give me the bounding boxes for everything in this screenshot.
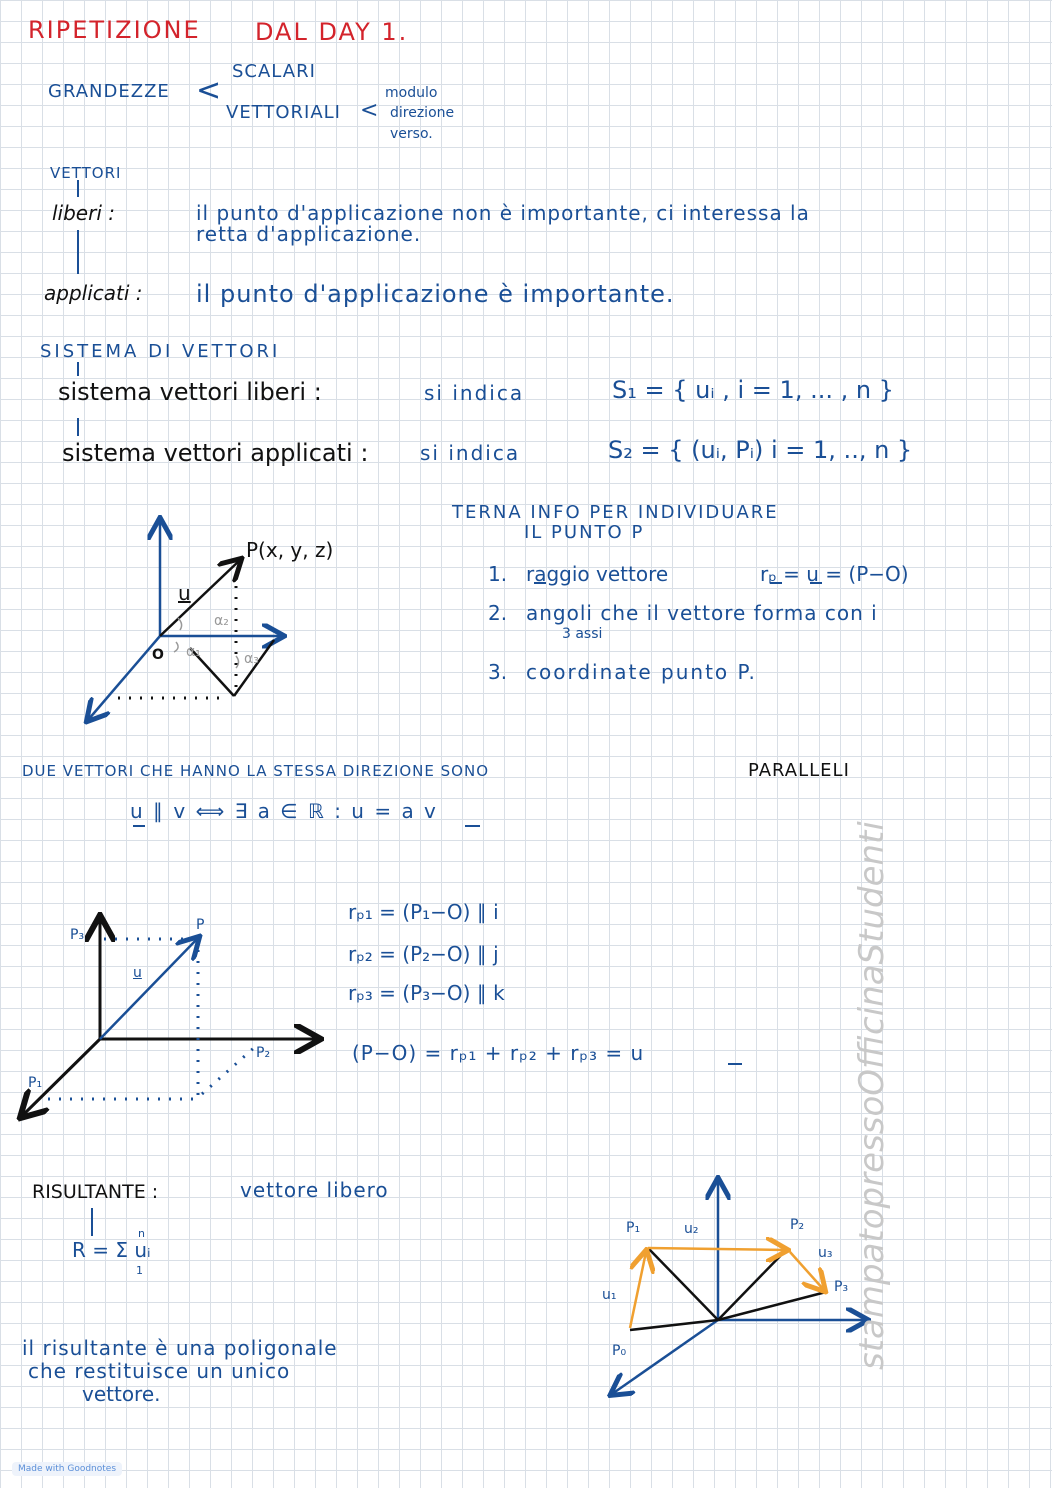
terna-num-2: 2. — [488, 601, 508, 625]
diagram1-vec-label: u — [178, 581, 191, 605]
component-rp1: rₚ₁ = (P₁−O) ∥ i — [348, 900, 499, 924]
risultante-note-2: che restituisce un unico — [28, 1359, 291, 1383]
component-rp3: rₚ₃ = (P₃−O) ∥ k — [348, 981, 505, 1005]
scalari-label: SCALARI — [232, 61, 316, 82]
diagram3-p1-label: P₁ — [626, 1220, 641, 1236]
page-subtitle: DAL DAY 1. — [255, 18, 409, 46]
page-title: RIPETIZIONE — [28, 16, 201, 44]
diagram2-p1-label: P₁ — [28, 1075, 43, 1091]
diagram2-vec-label: u — [133, 965, 142, 981]
applicati-label: applicati : — [44, 281, 143, 305]
risultante-note-3: vettore. — [82, 1382, 161, 1406]
paralleli-word: PARALLELI — [748, 760, 850, 781]
risultante-label: RISULTANTE : — [32, 1181, 159, 1203]
liberi-label: liberi : — [52, 201, 115, 225]
sistema-liberi-label: sistema vettori liberi : — [58, 378, 322, 406]
risultante-sum-top: n — [138, 1227, 145, 1240]
risultante-sum-bottom: 1 — [136, 1264, 143, 1277]
sistema-applicati-indica: si indica — [420, 441, 521, 465]
risultante-note-1: il risultante è una poligonale — [22, 1336, 338, 1360]
diagram1-origin-label: O — [152, 647, 164, 663]
vettoriali-label: VETTORIALI — [226, 102, 341, 123]
terna-text-3: coordinate punto P. — [526, 660, 757, 684]
diagram3-p0-label: P₀ — [612, 1343, 627, 1359]
sistema-liberi-formula: S₁ = { uᵢ , i = 1, ... , n } — [612, 376, 894, 404]
paralleli-sentence: DUE VETTORI CHE HANNO LA STESSA DIREZIONE SONO — [22, 762, 489, 780]
grandezze-bracket: < — [196, 73, 222, 108]
prop-verso: verso. — [390, 126, 433, 142]
terna-num-3: 3. — [488, 660, 508, 684]
grandezze-label: GRANDEZZE — [48, 81, 170, 102]
goodnotes-badge: Made with Goodnotes — [12, 1462, 122, 1476]
vettoriali-bracket: < — [360, 98, 379, 123]
vettori-heading: VETTORI — [50, 164, 122, 182]
terna-num-1: 1. — [488, 562, 508, 586]
paralleli-formula: u ∥ v ⟺ ∃ a ∈ ℝ : u = a v — [130, 799, 438, 823]
diagram1-alpha1: α₁ — [186, 644, 201, 660]
sistema-liberi-indica: si indica — [424, 381, 525, 405]
sistema-heading: SISTEMA DI VETTORI — [40, 341, 281, 362]
terna-heading-2: IL PUNTO P — [524, 522, 645, 543]
sistema-applicati-label: sistema vettori applicati : — [62, 439, 369, 467]
watermark: stampatopressoOfficinaStudenti — [852, 821, 892, 1370]
prop-direzione: direzione — [390, 105, 455, 121]
terna-text-2: angoli che il vettore forma con i — [526, 601, 878, 625]
diagram1-alpha2: α₂ — [214, 613, 229, 629]
diagram2-p2-label: P₂ — [256, 1045, 271, 1061]
terna-heading-1: TERNA INFO PER INDIVIDUARE — [452, 502, 779, 523]
diagram3-u2-label: u₂ — [684, 1221, 699, 1237]
terna-formula-1: rₚ = u = (P−O) — [760, 562, 909, 586]
diagram3-p3-label: P₃ — [834, 1279, 849, 1295]
diagram1-alpha3: α₃ — [244, 651, 259, 667]
diagram3-p2-label: P₂ — [790, 1217, 805, 1233]
terna-text-1: raggio vettore — [526, 562, 669, 586]
prop-modulo: modulo — [385, 85, 438, 101]
sistema-applicati-formula: S₂ = { (uᵢ, Pᵢ) i = 1, .., n } — [608, 436, 913, 464]
component-sum: (P−O) = rₚ₁ + rₚ₂ + rₚ₃ = u — [352, 1041, 645, 1065]
liberi-text-1: il punto d'applicazione non è importante, ci interessa la — [196, 201, 810, 225]
diagram2-p-label: P — [196, 917, 205, 933]
risultante-formula: R = Σ uᵢ — [72, 1238, 151, 1262]
diagram2-p3-label: P₃ — [70, 927, 85, 943]
risultante-text: vettore libero — [240, 1178, 389, 1202]
applicati-text: il punto d'applicazione è importante. — [196, 280, 675, 308]
component-rp2: rₚ₂ = (P₂−O) ∥ j — [348, 942, 499, 966]
liberi-text-2: retta d'applicazione. — [196, 222, 422, 246]
terna-sub-2: 3 assi — [562, 626, 603, 642]
diagram1-point-label: P(x, y, z) — [246, 538, 334, 562]
diagram3-u1-label: u₁ — [602, 1287, 617, 1303]
diagram3-u3-label: u₃ — [818, 1245, 833, 1261]
